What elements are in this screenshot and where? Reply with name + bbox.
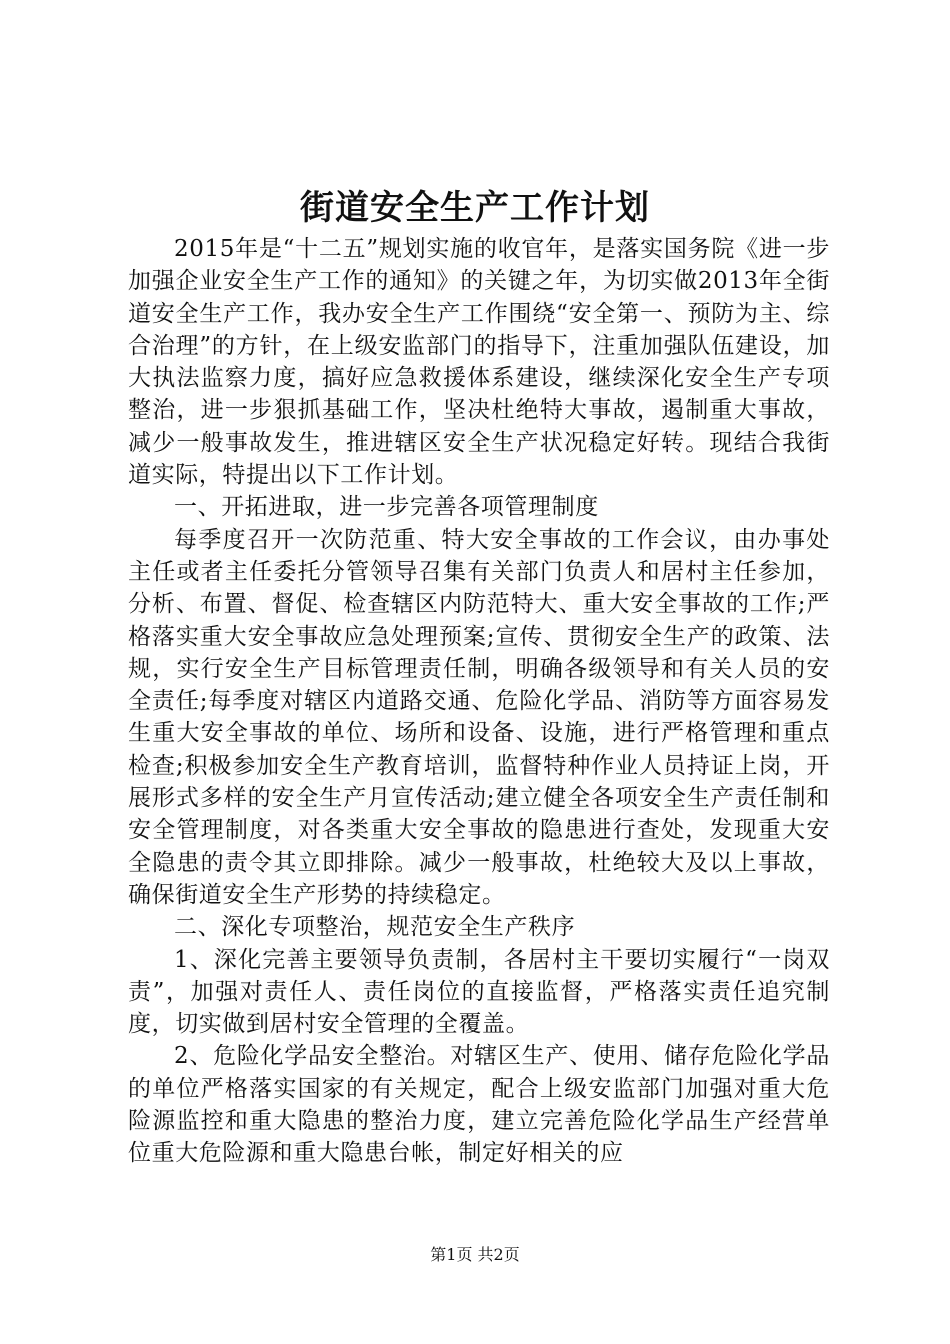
item-1-paragraph: 1、深化完善主要领导负责制，各居村主干要切实履行“一岗双责”，加强对责任人、责任岗位的直接监督，严格落实责任追究制度，切实做到居村安全管理的全覆盖。 xyxy=(128,946,830,1038)
section-1-paragraph: 每季度召开一次防范重、特大安全事故的工作会议，由办事处主任或者主任委托分管领导召集有关部门负责人和居村主任参加，分析、布置、督促、检查辖区内防范特大、重大安全事故的工作;严格落实重大安全事故应急处理预案;宣传、贯彻安全生产的政策、法规，实行安全生产目标管理责任制，明确各级领导和有关人员的安全责任;每季度对辖区内道路交通、危险化学品、消防等方面容易发生重大安全事故的单位、场所和设备、设施，进行严格管理和重点检查;积极参加安全生产教育培训，监督特种作业人员持证上岗，开展形式多样的安全生产月宣传活动;建立健全各项安全生产责任制和安全管理制度，对各类重大安全事故的隐患进行查处，发现重大安全隐患的责令其立即排除。减少一般事故，杜绝较大及以上事故，确保街道安全生产形势的持续稳定。 xyxy=(128,526,830,908)
intro-paragraph: 2015年是“十二五”规划实施的收官年，是落实国务院《进一步加强企业安全生产工作的通知》的关键之年，为切实做2013年全街道安全生产工作，我办安全生产工作围绕“安全第一、预防为主、综合治理”的方针，在上级安监部门的指导下，注重加强队伍建设，加大执法监察力度，搞好应急救援体系建设，继续深化安全生产专项整治，进一步狠抓基础工作，坚决杜绝特大事故，遏制重大事故，减少一般事故发生，推进辖区安全生产状况稳定好转。现结合我街道实际，特提出以下工作计划。 xyxy=(128,236,830,489)
document-title: 街道安全生产工作计划 xyxy=(300,188,650,228)
document-body xyxy=(128,233,830,1170)
page-footer: 第1页 共2页 xyxy=(430,1245,520,1264)
section-heading-2: 二、深化专项整治，规范安全生产秩序 xyxy=(174,914,576,941)
section-heading-1: 一、开拓进取，进一步完善各项管理制度 xyxy=(174,494,599,521)
item-2-paragraph: 2、危险化学品安全整治。对辖区生产、使用、储存危险化学品的单位严格落实国家的有关规定，配合上级安监部门加强对重大危险源监控和重大隐患的整治力度，建立完善危险化学品生产经营单位重大危险源和重大隐患台帐，制定好相关的应 xyxy=(128,1043,830,1167)
